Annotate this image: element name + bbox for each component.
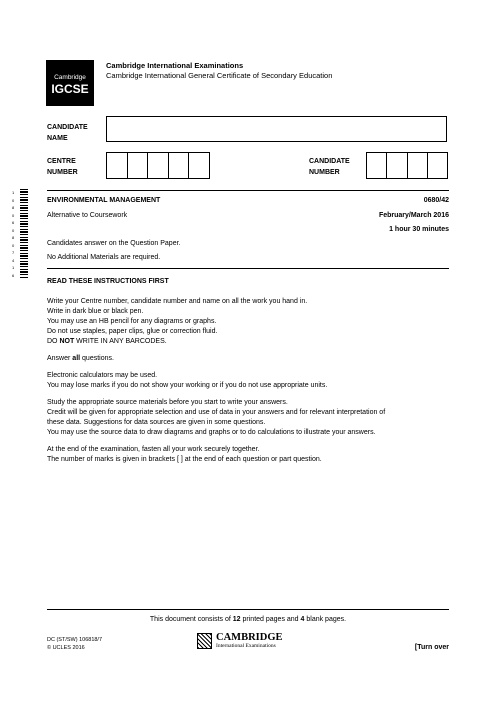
footer-divider	[47, 609, 449, 610]
document-reference: DC (ST/SW) 106818/7	[47, 637, 103, 643]
centre-number-label-line1: CENTRE	[47, 158, 76, 165]
instruction-line: You may use an HB pencil for any diagrams or graphs.	[47, 318, 217, 325]
instruction-line: Answer	[47, 355, 73, 362]
candidate-note-2: No Additional Materials are required.	[47, 254, 161, 261]
paper-component: Alternative to Coursework	[47, 212, 128, 219]
instruction-line: Write your Centre number, candidate number and name on all the work you hand in.	[47, 298, 308, 305]
instructions-paragraph	[47, 445, 452, 465]
candidate-name-field[interactable]	[106, 116, 447, 142]
subject-title: ENVIRONMENTAL MANAGEMENT	[47, 197, 161, 204]
instruction-line: You may lose marks if you do not show your working or if you do not use appropriate units.	[47, 382, 328, 389]
page-count-text: printed pages and	[240, 616, 301, 623]
instructions-paragraph	[47, 354, 452, 364]
instructions-paragraph	[47, 371, 452, 391]
exam-board: Cambridge International Examinations	[106, 61, 244, 70]
barcode	[20, 189, 28, 279]
cambridge-wordmark	[216, 632, 283, 650]
divider	[47, 190, 449, 191]
page-count-text: This document consists of	[149, 616, 233, 623]
page-count-note	[0, 616, 496, 623]
cambridge-brand-subtitle: International Examinations	[216, 643, 276, 649]
instructions-heading: READ THESE INSTRUCTIONS FIRST	[47, 278, 169, 285]
centre-number-cell[interactable]	[127, 153, 148, 178]
qualification-title: Cambridge International General Certificate of Secondary Education	[106, 71, 333, 80]
divider	[47, 268, 449, 269]
turn-over-label: [Turn over	[414, 644, 449, 651]
instruction-line: Credit will be given for appropriate selection and use of data in your answers and for relevant interpretation of	[47, 409, 386, 416]
footer-reference	[47, 636, 102, 652]
centre-number-cell[interactable]	[107, 153, 127, 178]
emphasis: all	[72, 355, 81, 362]
candidate-number-label-line2: NUMBER	[309, 169, 340, 176]
candidate-name-label-line1: CANDIDATE	[47, 124, 88, 131]
candidate-number-cell[interactable]	[407, 153, 427, 178]
instruction-line: Write in dark blue or black pen.	[47, 308, 144, 315]
blank-pages-count: 4	[300, 616, 305, 623]
candidate-name-label	[47, 122, 88, 144]
centre-number-boxes[interactable]	[106, 152, 210, 179]
candidate-name-label-line2: NAME	[47, 135, 68, 142]
instruction-line: You may use the source data to draw diagrams and graphs or to do calculations to illustrate your answers.	[47, 429, 376, 436]
logo-line-2: IGCSE	[51, 82, 89, 96]
instruction-line: The number of marks is given in brackets [ ] at the end of each question or part question.	[47, 456, 322, 463]
page-count-text: blank pages.	[304, 616, 347, 623]
instructions-body	[47, 297, 452, 472]
candidate-number-cell[interactable]	[427, 153, 447, 178]
candidate-number-label	[309, 156, 350, 178]
instruction-line: questions.	[80, 355, 114, 362]
copyright-notice: © UCLES 2016	[47, 645, 85, 651]
instruction-line: At the end of the examination, fasten all your work securely together.	[47, 446, 260, 453]
candidate-number-boxes[interactable]	[366, 152, 448, 179]
instructions-paragraph	[47, 297, 452, 347]
instructions-paragraph	[47, 398, 452, 438]
candidate-number-cell[interactable]	[367, 153, 386, 178]
exam-session: February/March 2016	[378, 212, 449, 219]
instruction-line: these data. Suggestions for data sources are given in some questions.	[47, 419, 266, 426]
centre-number-cell[interactable]	[188, 153, 209, 178]
printed-pages-count: 12	[232, 616, 241, 623]
barcode-digits: 1 0 8 0 6 0 8 0 7 4 1 6	[12, 190, 15, 278]
candidate-number-label-line1: CANDIDATE	[309, 158, 350, 165]
instruction-line: Do not use staples, paper clips, glue or correction fluid.	[47, 328, 218, 335]
centre-number-cell[interactable]	[168, 153, 189, 178]
logo-line-1: Cambridge	[54, 74, 86, 81]
candidate-note-1: Candidates answer on the Question Paper.	[47, 240, 181, 247]
centre-number-label	[47, 156, 78, 178]
centre-number-cell[interactable]	[147, 153, 168, 178]
instruction-line: WRITE IN ANY BARCODES.	[74, 338, 167, 345]
paper-code: 0680/42	[423, 197, 449, 204]
emphasis: NOT	[59, 338, 75, 345]
cambridge-brand	[197, 632, 283, 650]
cambridge-shield-icon	[197, 633, 212, 649]
exam-duration: 1 hour 30 minutes	[389, 226, 449, 233]
cambridge-brand-name: CAMBRIDGE	[216, 632, 283, 643]
candidate-number-cell[interactable]	[386, 153, 406, 178]
instruction-line: Electronic calculators may be used.	[47, 372, 158, 379]
instruction-line: Study the appropriate source materials before you start to write your answers.	[47, 399, 288, 406]
centre-number-label-line2: NUMBER	[47, 169, 78, 176]
instruction-line: DO	[47, 338, 60, 345]
igcse-logo	[46, 60, 94, 106]
